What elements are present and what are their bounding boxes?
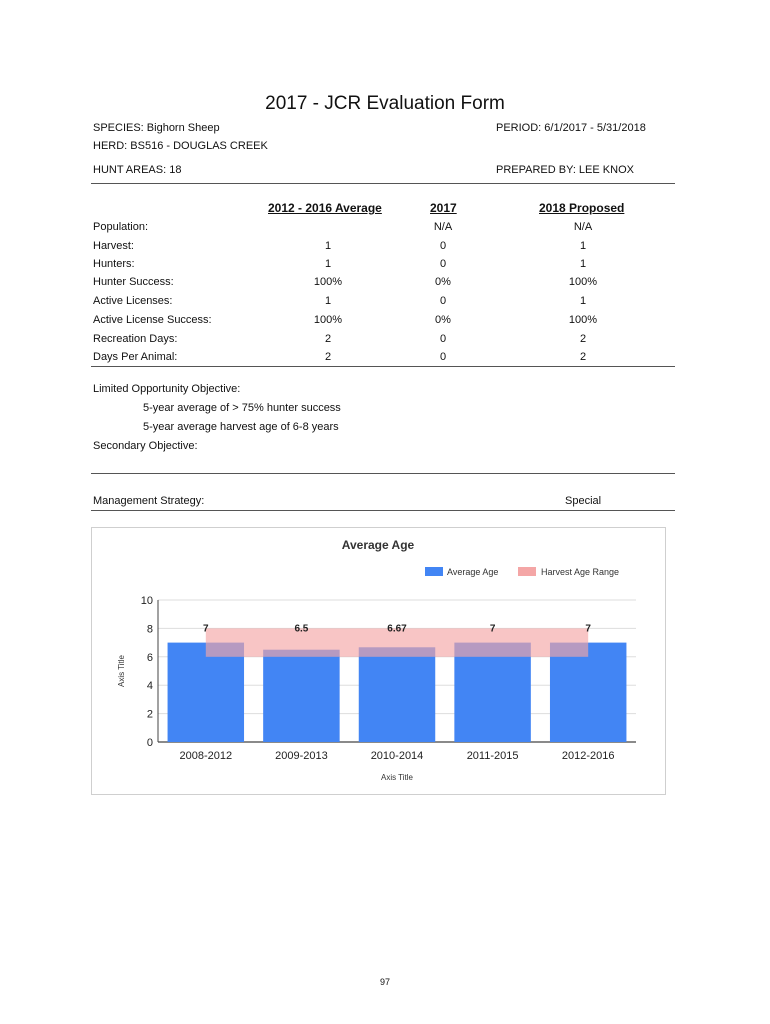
hunt-areas-field: HUNT AREAS: 18 <box>93 164 182 176</box>
y-tick-label: 8 <box>146 623 153 636</box>
objectives-divider <box>91 473 675 474</box>
stats-cell-proposed: 1 <box>579 258 587 270</box>
stats-cell-y2017: 0 <box>439 295 447 307</box>
stats-cell-avg: 1 <box>324 258 332 270</box>
limited-objective-label: Limited Opportunity Objective: <box>93 383 241 395</box>
herd-field: HERD: BS516 - DOUGLAS CREEK <box>93 140 268 152</box>
stats-row-label: Population: <box>93 221 149 233</box>
page-number: 97 <box>379 977 390 987</box>
stats-cell-avg: 1 <box>324 295 332 307</box>
stats-cell-proposed: N/A <box>573 221 593 233</box>
chart-title: Average Age <box>341 538 415 552</box>
stats-row-label: Harvest: <box>93 240 134 252</box>
legend-swatch-average-age <box>425 567 443 576</box>
period-field: PERIOD: 6/1/2017 - 5/31/2018 <box>496 122 646 134</box>
x-axis-title: Axis Title <box>380 773 414 782</box>
column-header-proposed: 2018 Proposed <box>539 201 625 215</box>
data-label: 7 <box>489 623 496 635</box>
bar-average-age <box>168 643 244 742</box>
stats-cell-proposed: 100% <box>568 276 598 288</box>
stats-cell-y2017: 0 <box>439 258 447 270</box>
y-tick-label: 2 <box>146 708 153 721</box>
stats-cell-y2017: N/A <box>433 221 453 233</box>
y-tick-label: 6 <box>146 651 153 664</box>
limited-objective-item: 5-year average harvest age of 6-8 years <box>143 421 339 433</box>
x-tick-label: 2010-2014 <box>370 750 424 762</box>
stats-cell-y2017: 0 <box>439 351 447 363</box>
average-age-chart <box>91 527 666 795</box>
table-divider <box>91 366 675 367</box>
prepared-by-field: PREPARED BY: LEE KNOX <box>496 164 634 176</box>
management-strategy-value: Special <box>565 495 602 507</box>
stats-cell-y2017: 0% <box>435 276 451 288</box>
x-tick-label: 2009-2013 <box>275 750 328 762</box>
y-axis-title: Axis Title <box>117 654 126 688</box>
x-tick-label: 2011-2015 <box>466 750 519 762</box>
bar-average-age <box>454 643 530 742</box>
stats-cell-proposed: 2 <box>579 333 587 345</box>
stats-row-label: Hunter Success: <box>93 276 174 288</box>
data-label: 7 <box>585 623 591 635</box>
x-tick-label: 2012-2016 <box>561 750 615 762</box>
bar-average-age <box>263 650 339 742</box>
stats-cell-avg: 1 <box>324 240 332 252</box>
form-title: 2017 - JCR Evaluation Form <box>265 93 505 114</box>
limited-objective-item: 5-year average of > 75% hunter success <box>143 402 341 414</box>
legend-label-average-age: Average Age <box>447 567 499 577</box>
stats-cell-proposed: 1 <box>579 295 587 307</box>
stats-row-label: Active License Success: <box>93 314 212 326</box>
stats-row-label: Days Per Animal: <box>93 351 178 363</box>
stats-cell-proposed: 100% <box>568 314 598 326</box>
bar-average-age <box>359 647 435 742</box>
data-label: 6.67 <box>387 623 407 635</box>
stats-cell-y2017: 0 <box>439 240 447 252</box>
y-tick-label: 10 <box>140 595 153 607</box>
y-tick-label: 0 <box>146 737 153 749</box>
stats-cell-proposed: 2 <box>579 351 587 363</box>
management-strategy-label: Management Strategy: <box>93 495 205 507</box>
species-field: SPECIES: Bighorn Sheep <box>93 122 220 134</box>
x-tick-label: 2008-2012 <box>179 750 233 762</box>
y-tick-label: 4 <box>146 680 153 693</box>
data-label: 7 <box>203 623 209 635</box>
stats-row-label: Hunters: <box>93 258 135 270</box>
stats-cell-avg: 2 <box>324 351 332 363</box>
stats-cell-proposed: 1 <box>579 240 587 252</box>
stats-cell-y2017: 0 <box>439 333 447 345</box>
header-divider <box>91 183 675 184</box>
management-divider <box>91 510 675 511</box>
stats-row-label: Active Licenses: <box>93 295 173 307</box>
chart-canvas <box>92 528 665 794</box>
stats-cell-avg: 100% <box>313 276 343 288</box>
legend-label-harvest-range: Harvest Age Range <box>541 567 620 577</box>
data-label: 6.5 <box>294 623 309 635</box>
stats-cell-y2017: 0% <box>435 314 451 326</box>
stats-cell-avg: 2 <box>324 333 332 345</box>
legend-swatch-harvest-range <box>518 567 536 576</box>
bar-average-age <box>550 643 626 742</box>
stats-row-label: Recreation Days: <box>93 333 178 345</box>
column-header-2017: 2017 <box>430 201 457 215</box>
stats-cell-avg: 100% <box>313 314 343 326</box>
column-header-average: 2012 - 2016 Average <box>268 201 382 215</box>
secondary-objective-label: Secondary Objective: <box>93 440 198 452</box>
